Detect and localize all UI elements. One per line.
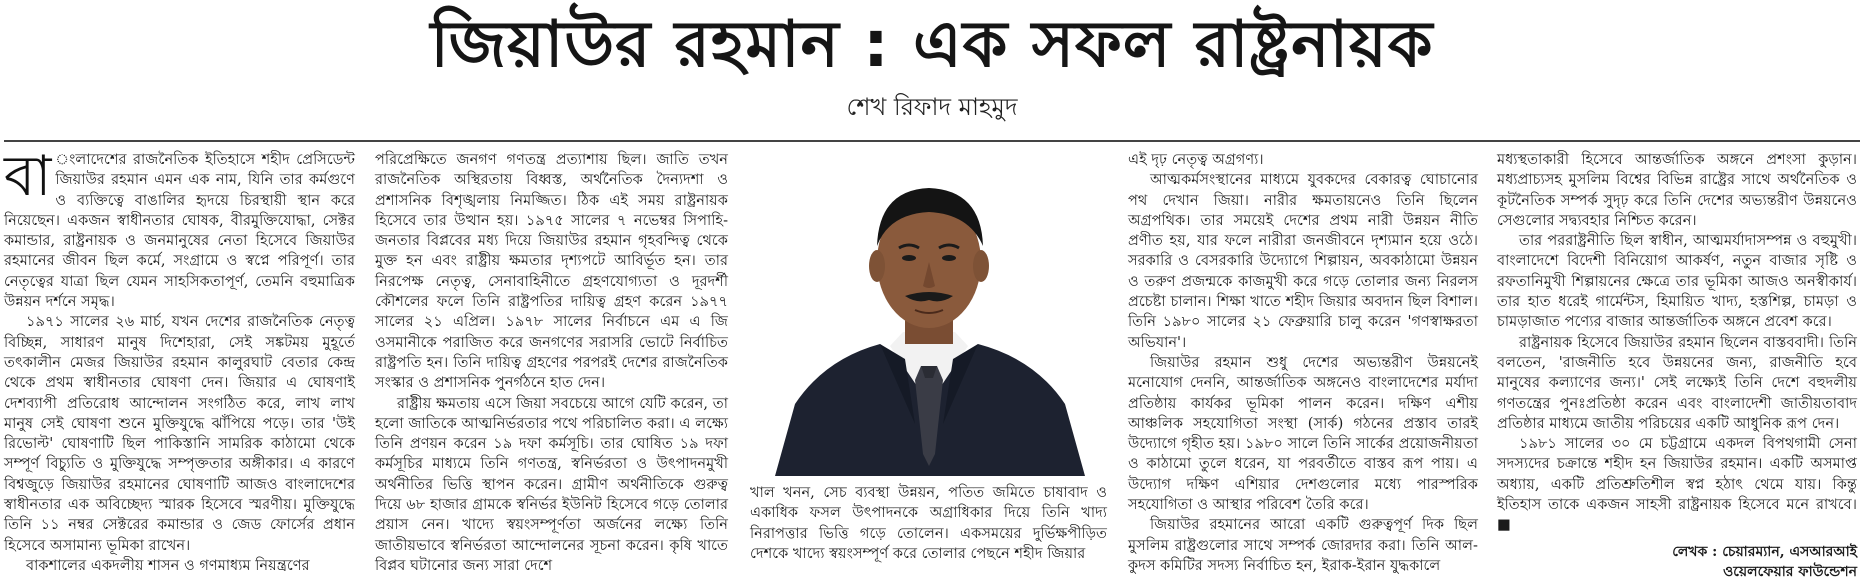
author-line: লেখক : চেয়ারম্যান, এসআরআই [1672, 543, 1857, 560]
paragraph: বাকশালের একদলীয় শাসন ও গণমাধ্যম নিয়ন্ত্রণের [26, 556, 310, 574]
paragraph: মধ্যস্থতাকারী হিসেবে আন্তর্জাতিক অঙ্গনে প্রশংসা কুড়ান। মধ্যপ্রাচ্যসহ মুসলিম বিশ্বের বিভিন্ন রাষ্ট্রের সাথে অর্থনৈতিক ও কূটনৈতিক সম্পর্ক সুদৃঢ় করে তিনি দেশের অভ্যন্তরীণ উন্নয়নেও সেগুলোর সদ্ব্যবহার নিশ্চিত করেন। [1497, 151, 1857, 229]
portrait-photo-icon [755, 154, 1103, 476]
paragraph: জিয়াউর রহমান শুধু দেশের অভ্যন্তরীণ উন্নয়নেই মনোযোগ দেননি, আন্তর্জাতিক অঙ্গনেও বাংলাদেশের মর্যাদা প্রতিষ্ঠায় কার্যকর ভূমিকা পালন করেন। দক্ষিণ এশীয় আঞ্চলিক সহযোগিতা সংস্থা (সার্ক) গঠনের প্রস্তাব তারই উদ্যোগে গৃহীত হয়। ১৯৮০ সালে তিনি সার্কের প্রয়োজনীয়তা ও কাঠামো তুলে ধরেন, যা পরবর্তীতে বাস্তব রূপ পায়। এ উদ্যোগ দক্ষিণ এশিয়ার দেশগুলোর মধ্যে পারস্পরিক সহযোগিতা ও আস্থার পরিবেশ তৈরি করে। [1128, 353, 1478, 514]
article-column-1 [4, 144, 355, 575]
author-organization: ওয়েলফেয়ার ফাউন্ডেশন [1723, 563, 1857, 580]
article-column-2 [375, 150, 728, 574]
paragraph: আত্মকর্মসংস্থানের মাধ্যমে যুবকদের বেকারত্ব ঘোচানোর পথ দেখান জিয়া। নারীর ক্ষমতায়নেও তিনি ছিলেন অগ্রপথিক। তার সময়েই দেশের প্রথম নারী উন্নয়ন নীতি প্রণীত হয়, যার ফলে নারীরা জনজীবনে দৃশ্যমান হয়ে ওঠে। সরকারি ও বেসরকারি উদ্যোগে শিল্পায়ন, অবকাঠামো উন্নয়ন ও তরুণ প্রজন্মকে কাজমুখী করে গড়ে তোলার জন্য নিরলস প্রচেষ্টা চালান। শিক্ষা খাতে শহীদ জিয়ার অবদান ছিল বিশাল। তিনি ১৯৮০ সালের ২১ ফেব্রুয়ারি চালু করেন 'গণস্বাক্ষরতা অভিযান'। [1128, 171, 1478, 351]
dropcap: বা [4, 144, 52, 209]
article-column-4 [1128, 150, 1478, 575]
paragraph [4, 144, 355, 312]
paragraph: পরিপ্রেক্ষিতে জনগণ গণতন্ত্র প্রত্যাশায় ছিল। জাতি তখন রাজনৈতিক অস্থিরতায় বিধ্বস্ত, অর্থনৈতিক দৈন্যদশা ও প্রশাসনিক বিশৃঙ্খলায় নিমজ্জিত। ঠিক এই সময় রাষ্ট্রনায়ক হিসেবে তার উত্থান হয়। ১৯৭৫ সালের ৭ নভেম্বর সিপাহি-জনতার বিপ্লবের মধ্য দিয়ে জিয়াউর রহমান গৃহবন্দিত্ব থেকে মুক্ত হন এবং রাষ্ট্রীয় ক্ষমতার দৃশ্যপটে আবির্ভূত হন। তার নিরপেক্ষ নেতৃত্ব, সেনাবাহিনীতে গ্রহণযোগ্যতা ও দূরদর্শী কৌশলের ফলে তিনি রাষ্ট্রপতির দায়িত্ব গ্রহণ করেন ১৯৭৭ সালের ২১ এপ্রিল। ১৯৭৮ সালের নির্বাচনে এম এ জি ওসমানীকে পরাজিত করে জনগণের সরাসরি ভোটে নির্বাচিত রাষ্ট্রপতি হন। তিনি দায়িত্ব গ্রহণের পরপরই দেশের রাজনৈতিক সংস্কার ও প্রশাসনিক পুনর্গঠনে হাত দেন। [375, 151, 728, 392]
paragraph: ১৯৭১ সালের ২৬ মার্চ, যখন দেশের রাজনৈতিক নেতৃত্ব বিচ্ছিন্ন, সাধারণ মানুষ দিশেহারা, সেই সঙ্কটময় মুহূর্তে তৎকালীন মেজর জিয়াউর রহমান কালুরঘাট বেতার কেন্দ্র থেকে প্রথম স্বাধীনতার ঘোষণা দেন। জিয়ার এ ঘোষণাই দেশব্যাপী প্রতিরোধ আন্দোলন সংগঠিত করে, লাখ লাখ মানুষ সেই ঘোষণা শুনে মুক্তিযুদ্ধে ঝাঁপিয়ে পড়ে। তার 'উই রিভোল্ট' ঘোষণাটি ছিল পাকিস্তানি সামরিক কাঠামো থেকে সম্পূর্ণ বিচ্যুতি ও মুক্তিযুদ্ধে সম্পৃক্ততার অঙ্গীকার। এ কারণে বিশ্বজুড়ে জিয়াউর রহমানের ঘোষণাটি আজও বাংলাদেশের স্বাধীনতার এক অবিচ্ছেদ্য স্মারক হিসেবে স্মরণীয়। মুক্তিযুদ্ধে তিনি ১১ নম্বর সেক্টরের কমান্ডার ও জেড ফোর্সের প্রধান হিসেবে অসামান্য ভূমিকা রাখেন। [4, 313, 355, 554]
headline: জিয়াউর রহমান : এক সফল রাষ্ট্রনায়ক [430, 8, 1434, 82]
paragraph: এই দৃঢ় নেতৃত্ব অগ্রগণ্য। [1128, 151, 1264, 168]
paragraph: রাষ্ট্রনায়ক হিসেবে জিয়াউর রহমান ছিলেন বাস্তববাদী। তিনি বলতেন, 'রাজনীতি হবে উন্নয়নের জন্য, রাজনীতি হবে মানুষের কল্যাণের জন্য।' সেই লক্ষ্যেই তিনি দেশে বহুদলীয় গণতন্ত্রের পুনঃপ্রতিষ্ঠা করেন এবং বাংলাদেশী জাতীয়তাবাদ প্রতিষ্ঠার মাধ্যমে জাতীয় পরিচয়ের একটি আধুনিক রূপ দেন। [1497, 333, 1857, 432]
paragraph: তার পররাষ্ট্রনীতি ছিল স্বাধীন, আত্মমর্যাদাসম্পন্ন ও বহুমুখী। বাংলাদেশে বিদেশী বিনিয়োগ আকর্ষণ, নতুন বাজার সৃষ্টি ও রফতানিমুখী শিল্পায়নের ক্ষেত্রে তার ভূমিকা আজও অনস্বীকার্য। তার হাত ধরেই গার্মেন্টস, হিমায়িত খাদ্য, হস্তশিল্প, চামড়া ও চামড়াজাত পণ্যের বাজার আন্তর্জাতিক অঙ্গনে প্রবেশ করে। [1497, 232, 1857, 331]
article-column-5 [1497, 150, 1857, 580]
paragraph: ১৯৮১ সালের ৩০ মে চট্টগ্রামে একদল বিপথগামী সেনা সদস্যদের চক্রান্তে শহীদ হন জিয়াউর রহমান। একটি অসমাপ্ত অধ্যায়, একটি প্রতিশ্রুতিশীল স্বপ্ন হঠাৎ থেমে যায়। কিন্তু ইতিহাস তাকে একজন সাহসী রাষ্ট্রনায়ক হিসেবে মনে রাখবে। ■ [1497, 435, 1857, 534]
paragraph: খাল খনন, সেচ ব্যবস্থা উন্নয়ন, পতিত জমিতে চাষাবাদ ও একাধিক ফসল উৎপাদনকে অগ্রাধিকার দিয়ে তিনি খাদ্য নিরাপত্তার ভিত্তি গড়ে তোলেন। একসময়ের দুর্ভিক্ষপীড়িত দেশকে খাদ্যে স্বয়ংসম্পূর্ণ করে তোলার পেছনে শহীদ জিয়ার [750, 484, 1107, 562]
paragraph: জিয়াউর রহমানের আরো একটি গুরুত্বপূর্ণ দিক ছিল মুসলিম রাষ্ট্রগুলোর সাথে সম্পর্ক জোরদার করা। তিনি আল-কুদস কমিটির সদস্য নির্বাচিত হন, ইরাক-ইরান যুদ্ধকালে [1128, 516, 1478, 574]
article-column-3 [750, 483, 1107, 575]
byline: শেখ রিফাদ মাহমুদ [846, 93, 1018, 121]
portrait-photo [755, 154, 1103, 476]
header-divider [4, 140, 1860, 142]
paragraph: রাষ্ট্রীয় ক্ষমতায় এসে জিয়া সবচেয়ে আগে যেটি করেন, তা হলো জাতিকে আত্মনির্ভরতার পথে পরিচালিত করা। এ লক্ষ্যে তিনি প্রণয়ন করেন ১৯ দফা কর্মসূচি। তার ঘোষিত ১৯ দফা কর্মসূচির মাধ্যমে তিনি গণতন্ত্র, স্বনির্ভরতা ও উৎপাদনমুখী অর্থনীতির ভিত্তি স্থাপন করেন। গ্রামীণ অর্থনীতিকে গুরুত্ব দিয়ে ৬৮ হাজার গ্রামকে স্বনির্ভর ইউনিট হিসেবে গড়ে তোলার প্রয়াস নেন। খাদ্যে স্বয়ংসম্পূর্ণতা অর্জনের লক্ষ্যে তিনি জাতীয়ভাবে স্বনির্ভরতা আন্দোলনের সূচনা করেন। কৃষি খাতে বিপ্লব ঘটানোর জন্য সারা দেশে [375, 394, 728, 574]
paragraph-text: ংলাদেশের রাজনৈতিক ইতিহাসে শহীদ প্রেসিডেন্ট জিয়াউর রহমান এমন এক নাম, যিনি তার কর্মগুণে ও ব্যক্তিত্বে বাঙালির হৃদয়ে চিরস্থায়ী স্থান করে নিয়েছেন। একজন স্বাধীনতার ঘোষক, বীরমুক্তিযোদ্ধা, সেক্টর কমান্ডার, রাষ্ট্রনায়ক ও জনমানুষের নেতা হিসেবে জিয়াউর রহমানের জীবন ছিল কর্মে, সংগ্রামে ও স্বপ্নে পরিপূর্ণ। তার নেতৃত্বের যাত্রা ছিল যেমন সাহসিকতাপূর্ণ, তেমনি বহুমাত্রিক উন্নয়ন দর্শনে সমৃদ্ধ। [4, 151, 355, 311]
